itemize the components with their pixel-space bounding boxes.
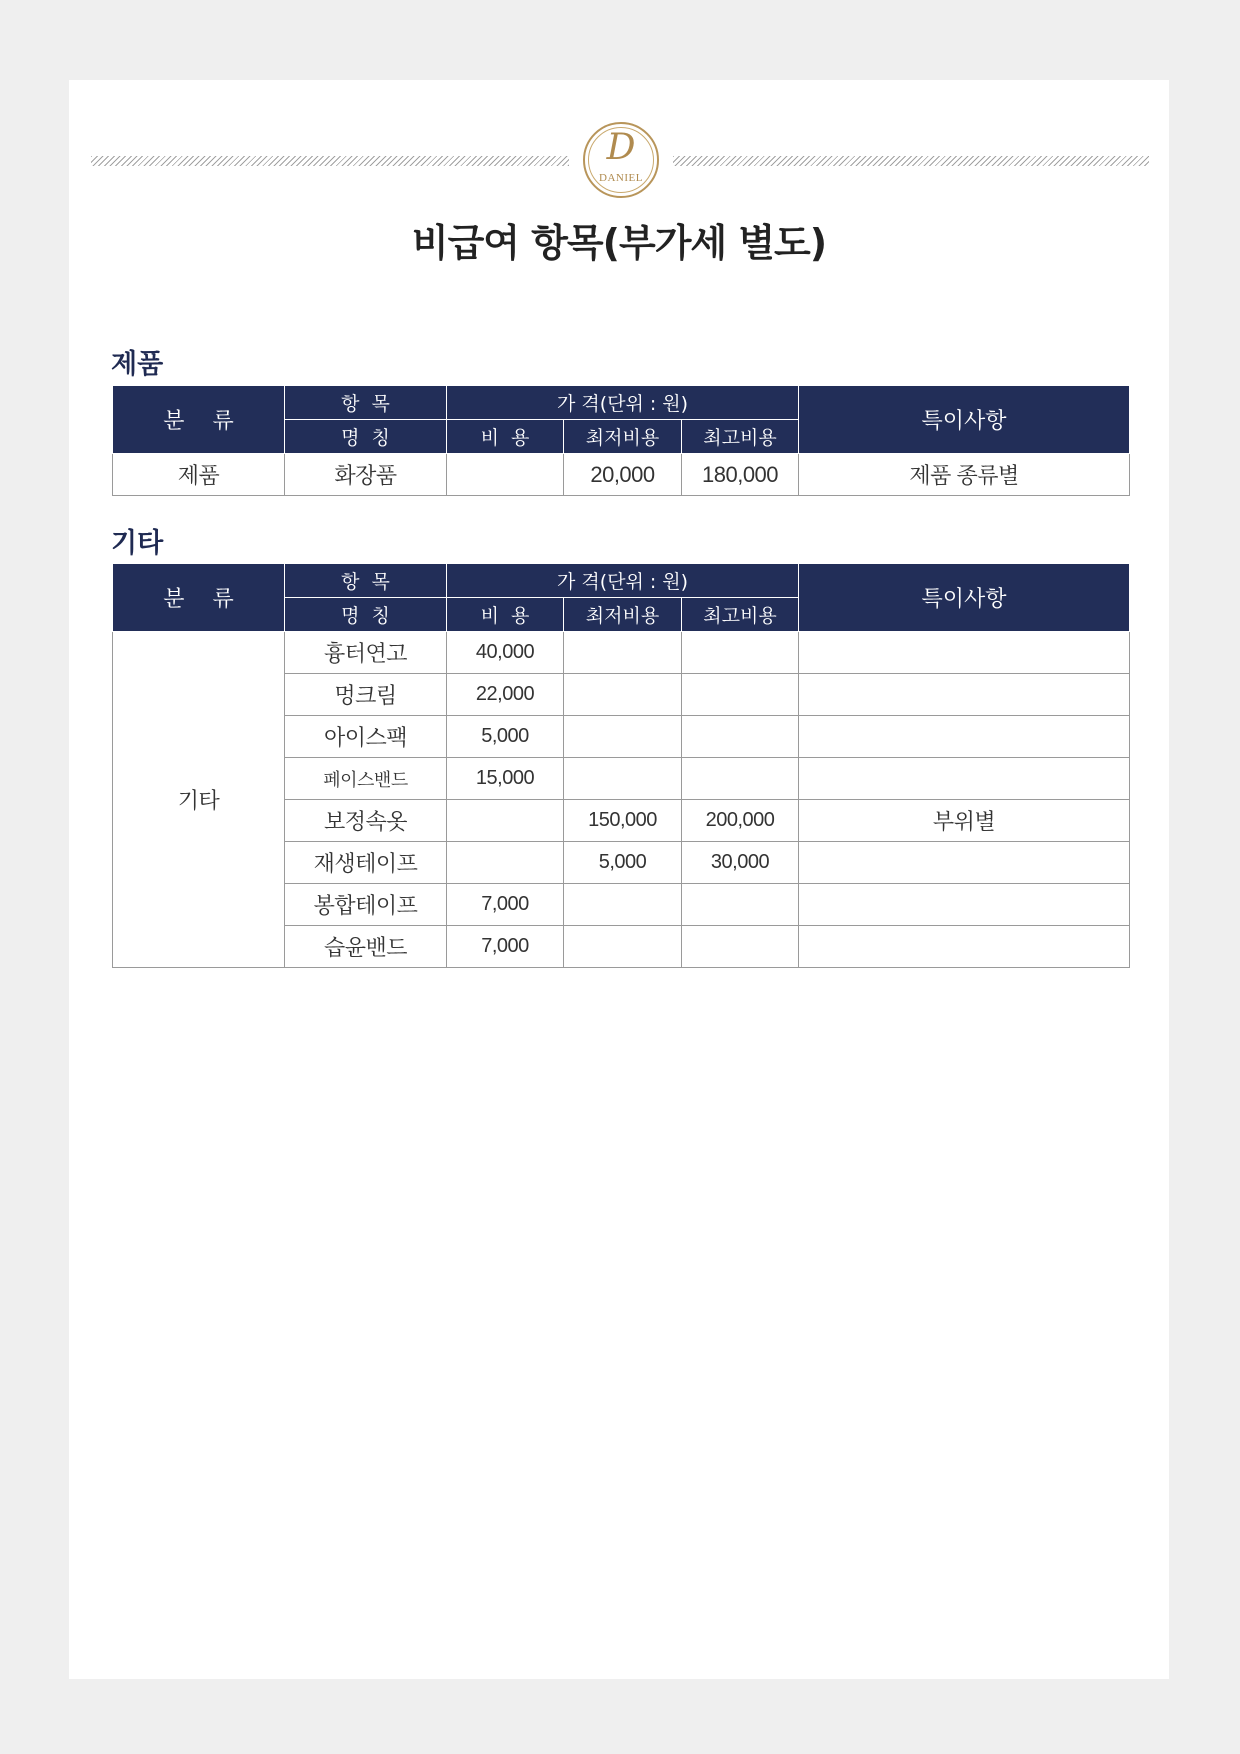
header-note: 특이사항 (799, 564, 1130, 632)
header-item: 항 목 (285, 564, 447, 598)
table-row (113, 454, 1130, 496)
cell-min-cost (564, 632, 682, 674)
cell-name: 재생테이프 (285, 842, 447, 884)
header-max-cost: 최고비용 (682, 598, 799, 632)
header-price: 가 격(단위 : 원) (447, 386, 799, 420)
cell-max-cost (682, 926, 799, 968)
header-name: 명 칭 (285, 598, 447, 632)
header-cost: 비 용 (447, 420, 564, 454)
cell-note: 제품 종류별 (799, 454, 1130, 496)
cell-max-cost (682, 674, 799, 716)
cell-cost: 40,000 (447, 632, 564, 674)
page-title: 비급여 항목(부가세 별도) (411, 221, 827, 265)
cell-name: 보정속옷 (285, 800, 447, 842)
header-category: 분 류 (113, 564, 285, 632)
cell-name: 습윤밴드 (285, 926, 447, 968)
cell-cost: 5,000 (447, 716, 564, 758)
cell-min-cost (564, 674, 682, 716)
cell-name: 봉합테이프 (285, 884, 447, 926)
cell-note: 부위별 (799, 800, 1130, 842)
cell-cost: 15,000 (447, 758, 564, 800)
products-table (112, 385, 1130, 496)
header-item: 항 목 (285, 386, 447, 420)
header-name: 명 칭 (285, 420, 447, 454)
header-cost: 비 용 (447, 598, 564, 632)
section-heading-products: 제품 (111, 349, 164, 380)
logo-wordmark: DANIEL (599, 172, 643, 184)
cell-note (799, 884, 1130, 926)
cell-note (799, 926, 1130, 968)
cell-cost (447, 454, 564, 496)
cell-min-cost: 20,000 (564, 454, 682, 496)
cell-category: 제품 (113, 454, 285, 496)
logo-monogram: D (606, 127, 636, 168)
others-table (112, 563, 1130, 968)
cell-max-cost: 30,000 (682, 842, 799, 884)
cell-note (799, 674, 1130, 716)
cell-cost (447, 800, 564, 842)
document-page (69, 80, 1169, 1679)
cell-max-cost (682, 758, 799, 800)
cell-max-cost (682, 632, 799, 674)
cell-cost: 7,000 (447, 884, 564, 926)
cell-cost: 22,000 (447, 674, 564, 716)
cell-min-cost (564, 926, 682, 968)
cell-max-cost (682, 884, 799, 926)
cell-note (799, 716, 1130, 758)
section-heading-others: 기타 (111, 528, 164, 559)
cell-name: 아이스팩 (285, 716, 447, 758)
header-max-cost: 최고비용 (682, 420, 799, 454)
cell-min-cost: 5,000 (564, 842, 682, 884)
cell-note (799, 842, 1130, 884)
decorative-rule-right (673, 156, 1149, 166)
daniel-logo (583, 122, 659, 198)
cell-min-cost (564, 716, 682, 758)
cell-name: 흉터연고 (285, 632, 447, 674)
header-price: 가 격(단위 : 원) (447, 564, 799, 598)
cell-max-cost: 180,000 (682, 454, 799, 496)
cell-min-cost (564, 884, 682, 926)
cell-name: 멍크림 (285, 674, 447, 716)
cell-name: 화장품 (285, 454, 447, 496)
cell-cost (447, 842, 564, 884)
cell-min-cost: 150,000 (564, 800, 682, 842)
header-note: 특이사항 (799, 386, 1130, 454)
cell-min-cost (564, 758, 682, 800)
cell-name: 페이스밴드 (285, 758, 447, 800)
decorative-rule-left (91, 156, 569, 166)
header-min-cost: 최저비용 (564, 598, 682, 632)
cell-cost: 7,000 (447, 926, 564, 968)
header-min-cost: 최저비용 (564, 420, 682, 454)
table-row (113, 632, 1130, 674)
cell-note (799, 758, 1130, 800)
cell-max-cost (682, 716, 799, 758)
cell-note (799, 632, 1130, 674)
header-category: 분 류 (113, 386, 285, 454)
cell-category: 기타 (113, 632, 285, 968)
cell-max-cost: 200,000 (682, 800, 799, 842)
